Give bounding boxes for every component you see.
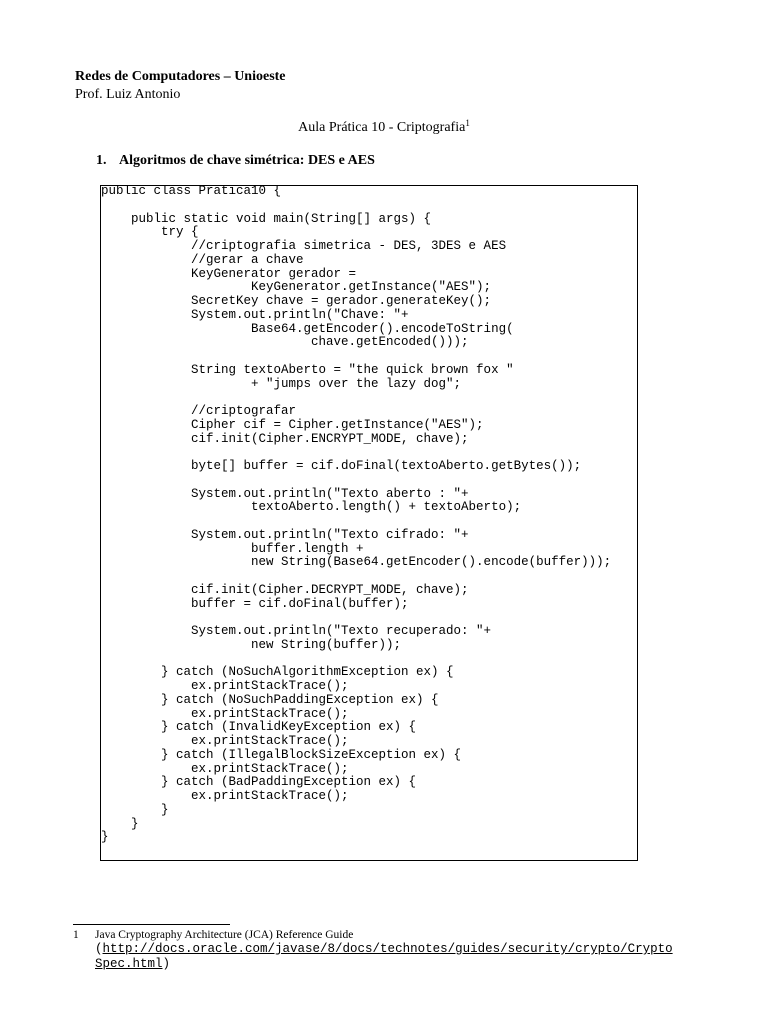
code-line: buffer = cif.doFinal(buffer);	[101, 596, 409, 611]
footnote-text: Java Cryptography Architecture (JCA) Reference Guide	[95, 929, 354, 941]
code-line: textoAberto.length() + textoAberto);	[101, 500, 522, 515]
code-block	[100, 185, 638, 861]
code-line: public static void main(String[] args) {	[101, 211, 432, 226]
code-line: //criptografar	[101, 404, 297, 418]
document-title-text: Aula Prática 10 - Criptografia	[298, 120, 466, 135]
section-heading-text: Algoritmos de chave simétrica: DES e AES	[119, 153, 375, 168]
code-line: //criptografia simetrica - DES, 3DES e AES	[101, 239, 507, 253]
code-line: } catch (NoSuchAlgorithmException ex) {	[101, 665, 454, 680]
footnote-url-link-part1[interactable]: http://docs.oracle.com/javase/8/docs/technotes/guides/security/crypto/Crypto	[102, 942, 673, 956]
footnote-close-paren: )	[162, 957, 171, 971]
code-line: ex.printStackTrace();	[101, 679, 349, 693]
code-line: String textoAberto = "the quick brown fox "	[101, 362, 514, 377]
code-line: } catch (BadPaddingException ex) {	[101, 775, 417, 790]
footnote-number: 1	[73, 929, 79, 941]
section-heading	[96, 153, 375, 169]
code-line: cif.init(Cipher.DECRYPT_MODE, chave);	[101, 582, 469, 597]
code-line: }	[101, 830, 109, 845]
code-line: System.out.println("Texto aberto : "+	[101, 486, 469, 501]
code-line: ex.printStackTrace();	[101, 706, 349, 721]
code-line: ex.printStackTrace();	[101, 761, 349, 776]
code-line: }	[101, 802, 169, 817]
code-line: }	[101, 816, 139, 831]
code-listing	[101, 185, 611, 845]
code-line: cif.init(Cipher.ENCRYPT_MODE, chave);	[101, 431, 469, 446]
code-line: Cipher cif = Cipher.getInstance("AES");	[101, 417, 484, 432]
code-line: public class Pratica10 {	[101, 185, 282, 198]
code-line: } catch (IllegalBlockSizeException ex) {	[101, 747, 462, 762]
footnote-reference[interactable]: 1	[465, 118, 470, 128]
code-line: byte[] buffer = cif.doFinal(textoAberto.getBytes());	[101, 459, 582, 473]
footnote-url-block	[95, 942, 715, 972]
code-line: Base64.getEncoder().encodeToString(	[101, 321, 514, 336]
footnote-body	[95, 928, 715, 972]
code-line: SecretKey chave = gerador.generateKey();	[101, 294, 492, 308]
code-line: buffer.length +	[101, 541, 364, 556]
code-line: System.out.println("Texto cifrado: "+	[101, 527, 469, 542]
footnote-url-link-part2[interactable]: Spec.html	[95, 957, 163, 971]
section-number: 1.	[96, 153, 107, 168]
code-line: try {	[101, 225, 199, 240]
document-title	[0, 120, 768, 136]
footnote-divider	[73, 924, 230, 925]
code-line: KeyGenerator.getInstance("AES");	[101, 280, 492, 295]
code-line: } catch (InvalidKeyException ex) {	[101, 720, 417, 735]
footnote-open-paren: (	[95, 942, 103, 956]
code-line: ex.printStackTrace();	[101, 789, 349, 803]
course-title: Redes de Computadores – Unioeste	[75, 69, 286, 84]
code-line: KeyGenerator gerador =	[101, 266, 357, 281]
code-line: + "jumps over the lazy dog";	[101, 376, 462, 391]
professor-name: Prof. Luiz Antonio	[75, 87, 181, 102]
code-line: System.out.println("Chave: "+	[101, 307, 409, 322]
code-line: chave.getEncoded()));	[101, 335, 469, 350]
code-line: System.out.println("Texto recuperado: "+	[101, 624, 492, 638]
code-line: new String(buffer));	[101, 637, 402, 652]
code-line: ex.printStackTrace();	[101, 734, 349, 748]
code-line: new String(Base64.getEncoder().encode(buffer)));	[101, 555, 612, 570]
code-line: //gerar a chave	[101, 252, 304, 267]
code-line: } catch (NoSuchPaddingException ex) {	[101, 692, 439, 707]
